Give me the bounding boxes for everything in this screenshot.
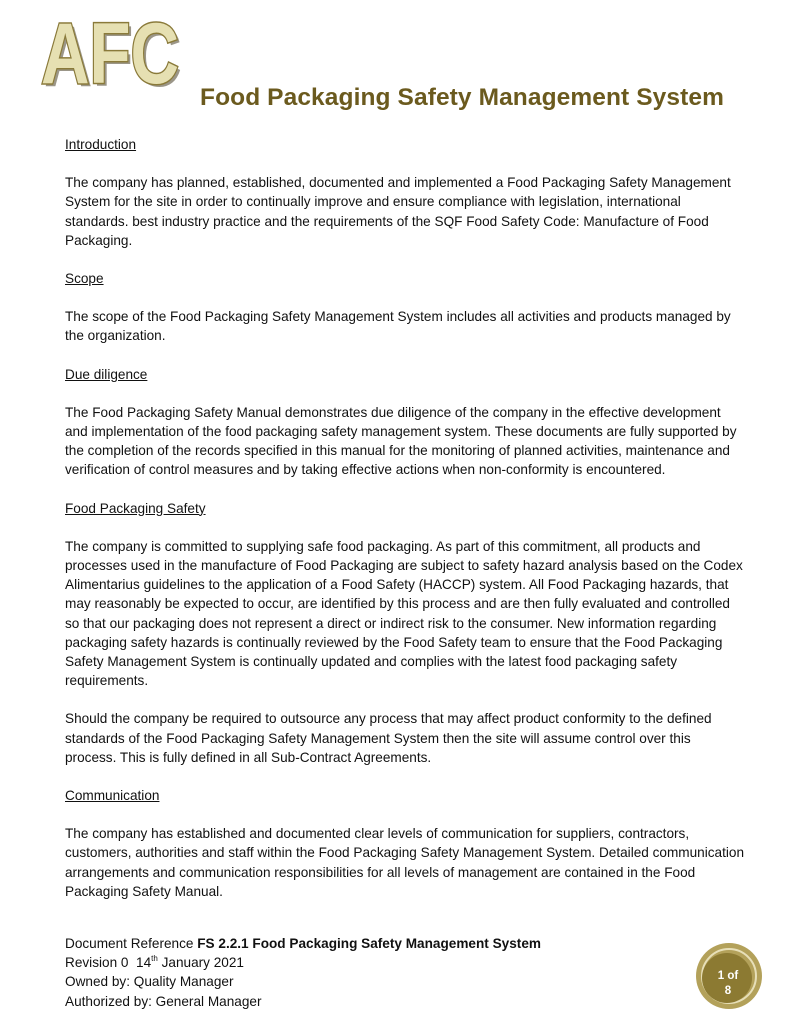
section-communication [65,786,745,901]
document-body [65,135,745,920]
section-introduction [65,135,745,250]
revision-date-suffix: th [151,954,158,964]
document-reference-label: Document Reference [65,936,198,951]
revision-line [65,953,541,972]
section-paragraph: Should the company be required to outsource any process that may affect product conformity to the defined standards of the Food Packaging Safety Management System then the site will assume control over this process. This is fully defined in all Sub-Contract Agreements. [65,711,712,765]
section-paragraph: The scope of the Food Packaging Safety Management System includes all activities and products managed by the organization. [65,309,731,344]
section-paragraph: The Food Packaging Safety Manual demonstrates due diligence of the company in the effective development and implementation of the food packaging safety management system. These documents are fully supported by the completion of the records specified in this manual for the monitoring of planned activities, maintenance and verification of control measures and by taking effective actions when non-conformity is encountered. [65,404,737,478]
section-paragraph: The company has established and documented clear levels of communication for suppliers, contractors, customers, authorities and staff within the Food Packaging Safety Management System. Detailed communication arrangements and communication responsibilities for all levels of management are contained in the Food Packaging Safety Manual. [65,826,745,899]
section-due-diligence [65,365,745,480]
section-paragraph: The company has planned, established, documented and implemented a Food Packaging Safety Management System for the site in order to continually improve and ensure compliance with legislation, international standards. best industry practice and the requirements of the SQF Food Safety Code: Manufacture of Food Packaging. [65,175,731,248]
section-heading: Communication [65,788,160,804]
section-heading: Scope [65,271,104,287]
section-heading: Due diligence [65,366,148,382]
section-food-packaging-safety [65,499,745,767]
section-heading: Introduction [65,137,137,152]
afc-logo [38,14,186,94]
revision: Revision 0 [65,955,129,971]
section-scope [65,269,745,346]
page-indicator-line2: 8 [724,985,732,997]
page-indicator [708,969,748,999]
document-footer [65,934,541,1011]
logo-shadow: AFC [44,14,182,94]
document-title: Food Packaging Safety Management System [200,84,724,111]
document-reference-value: FS 2.2.1 Food Packaging Safety Management System [197,936,541,951]
section-paragraph: The company is committed to supplying safe food packaging. As part of this commitment, all products and processes used in the manufacture of Food Packaging are subject to safety hazard analysis based on the Codex Alimentarius guidelines to the application of a Food Safety (HACCP) system. All Food Packaging hazards, that may reasonably be expected to occur, are identified by this process and are then fully evaluated and controlled so that our packaging does not represent a direct or indirect risk to the consumer. New information regarding packaging safety hazards is continually reviewed by the Food Safety team to ensure that the Food Packaging Safety Management System is continually updated and complies with the latest food packaging safety requirements. [65,538,743,689]
document-reference [65,934,541,953]
logo-text: AFC [41,14,179,94]
section-heading: Food Packaging Safety [65,500,206,516]
page-indicator-line1: 1 of [717,970,739,982]
afc-logo-graphic [38,14,186,94]
authorized-by: Authorized by: General Manager [65,993,262,1009]
revision-date-day: 14 [136,955,152,971]
revision-date-rest: January 2021 [161,955,244,971]
owned-by: Owned by: Quality Manager [65,974,234,990]
